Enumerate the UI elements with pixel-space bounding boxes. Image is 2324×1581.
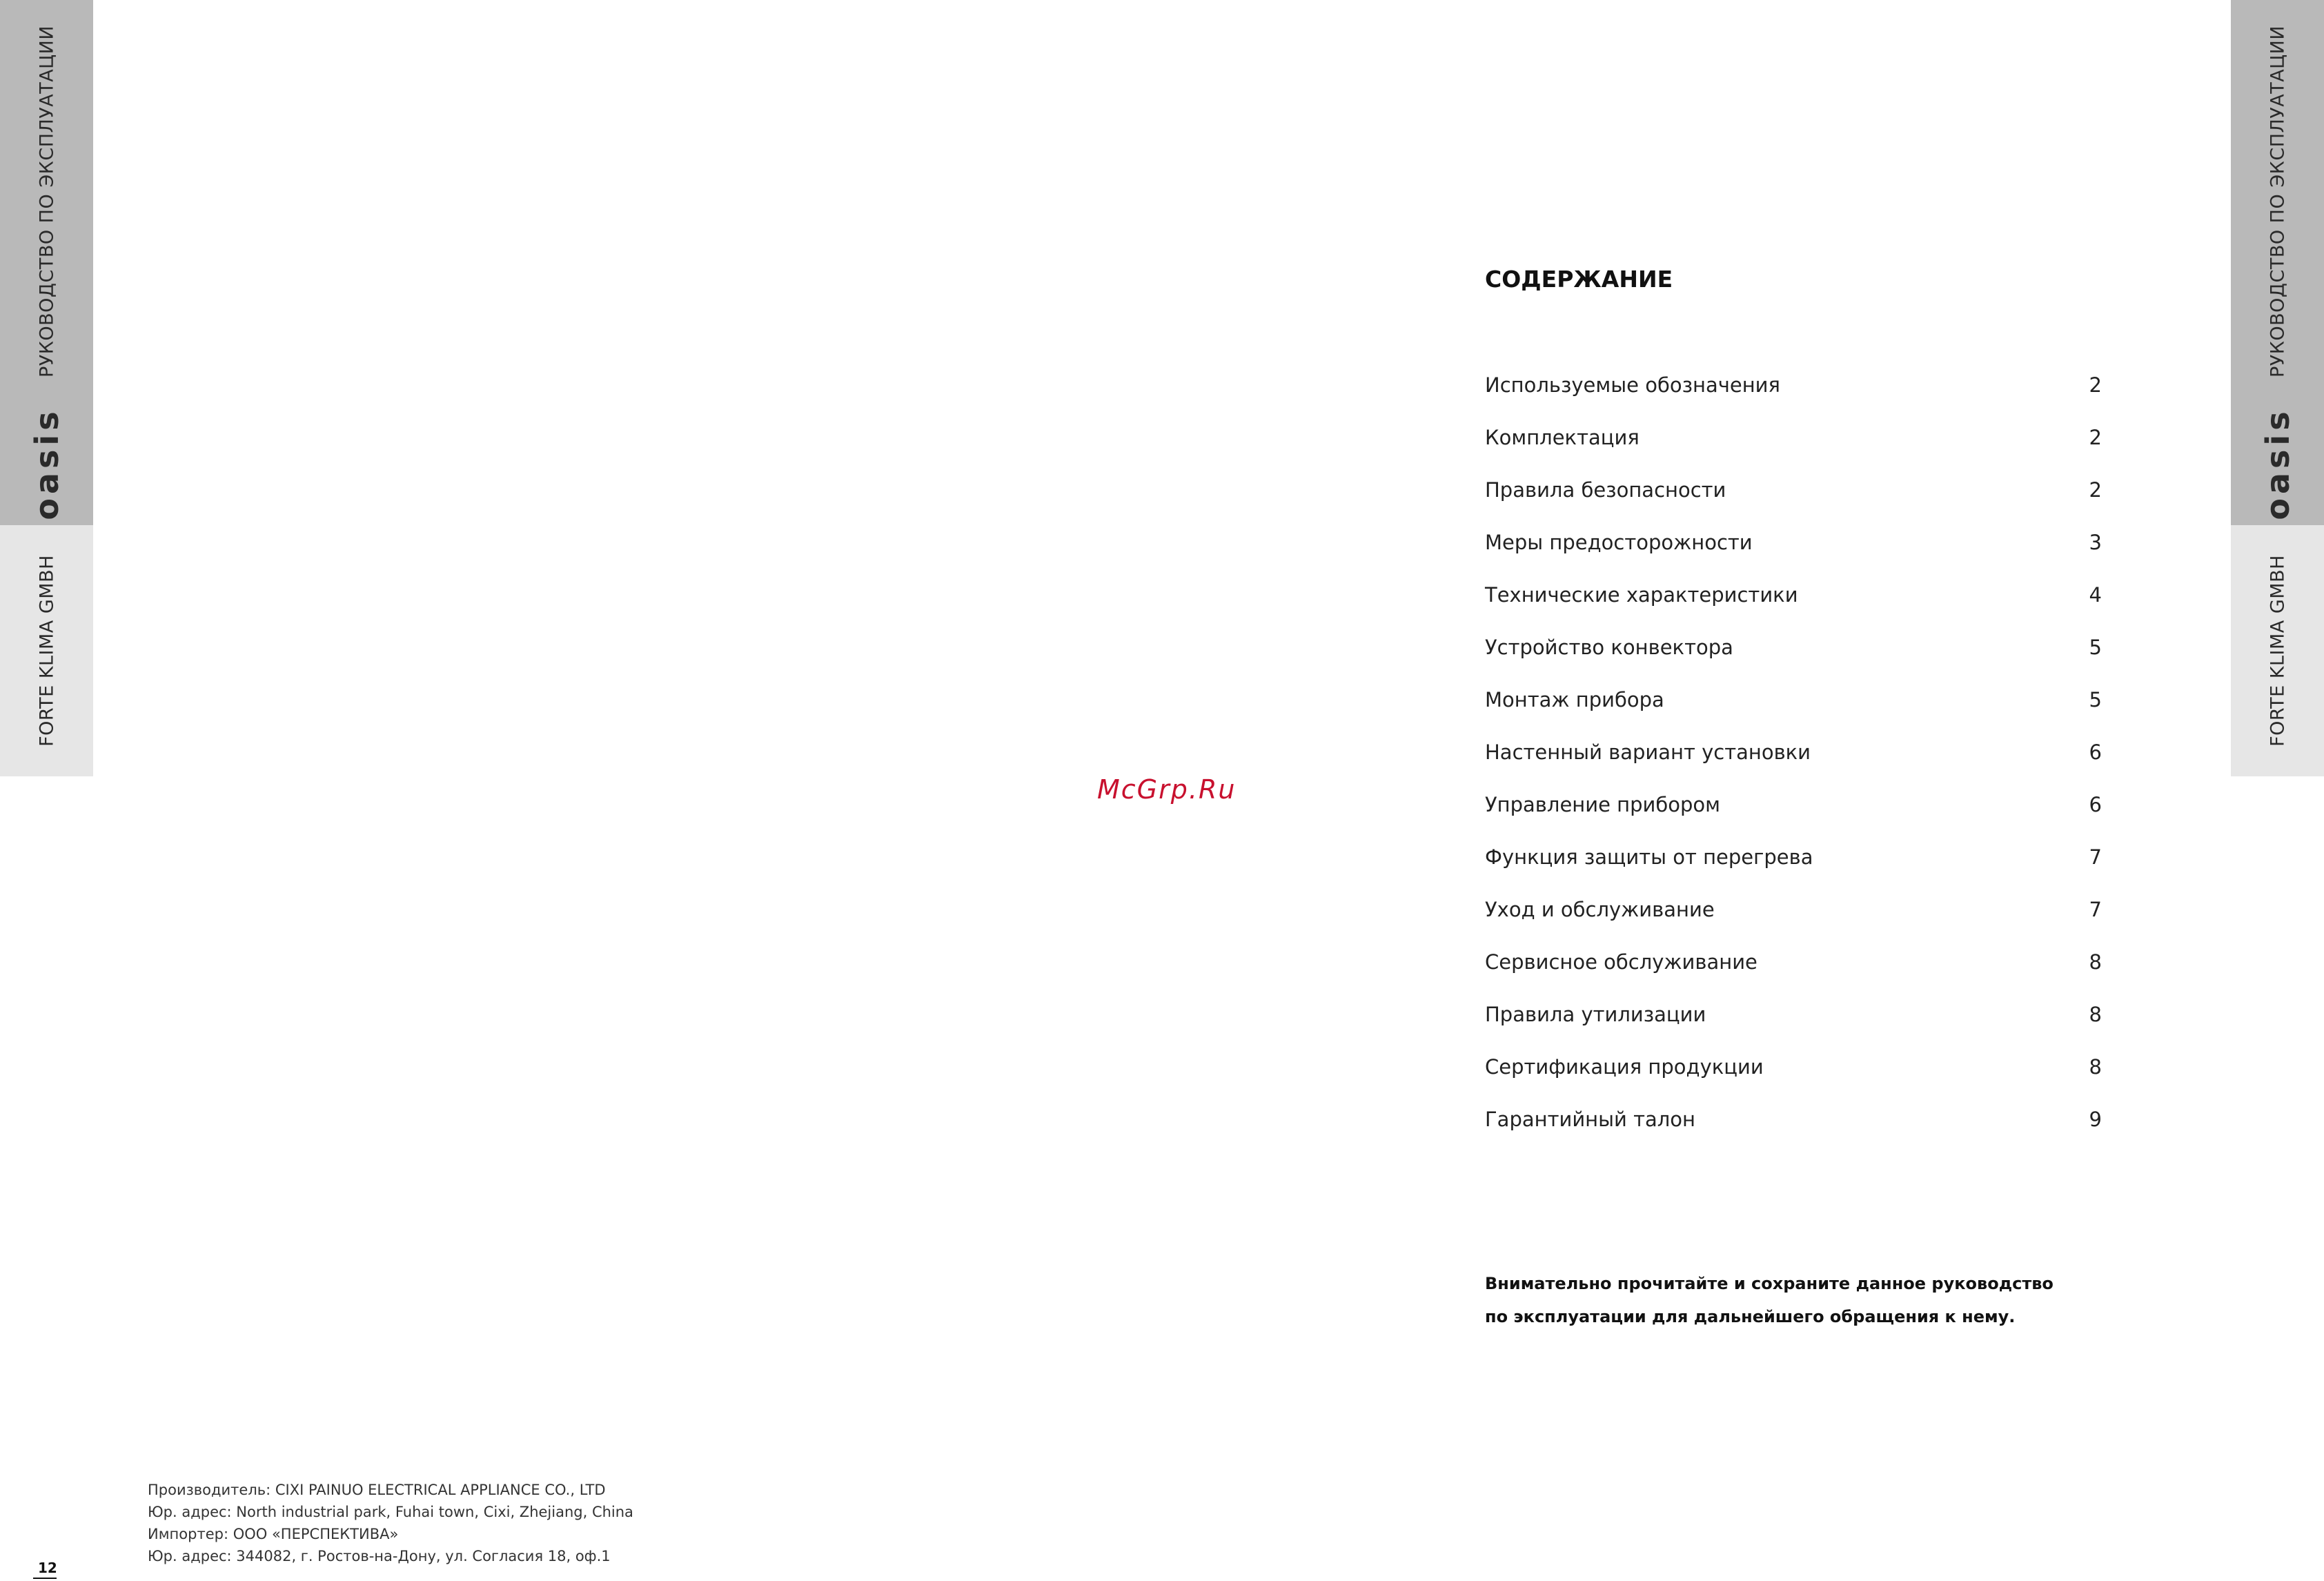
brand-logo: oasis bbox=[28, 407, 66, 520]
toc-item[interactable] bbox=[1485, 1041, 2102, 1093]
right-sidebar-brand-tab bbox=[2231, 402, 2324, 525]
reading-note-line: Внимательно прочитайте и сохраните данное руководство bbox=[1485, 1274, 2054, 1293]
toc-item-label: Гарантийный талон bbox=[1485, 1108, 1696, 1131]
toc-item[interactable] bbox=[1485, 464, 2102, 516]
toc-item-page: 6 bbox=[2089, 793, 2102, 816]
toc-item[interactable] bbox=[1485, 778, 2102, 831]
toc-item[interactable] bbox=[1485, 883, 2102, 936]
toc-item-label: Правила безопасности bbox=[1485, 478, 1726, 502]
toc-item[interactable] bbox=[1485, 831, 2102, 883]
right-sidebar-manual-tab bbox=[2231, 0, 2324, 402]
manufacturer-info bbox=[148, 1479, 633, 1567]
toc-item-page: 4 bbox=[2089, 583, 2102, 607]
toc-list bbox=[1485, 359, 2102, 1146]
left-sidebar-brand-tab bbox=[0, 402, 93, 525]
toc-item-label: Управление прибором bbox=[1485, 793, 1721, 816]
toc-item-page: 6 bbox=[2089, 740, 2102, 764]
toc-item[interactable] bbox=[1485, 569, 2102, 621]
toc-item[interactable] bbox=[1485, 411, 2102, 464]
toc-item-page: 7 bbox=[2089, 845, 2102, 869]
toc-item-label: Сервисное обслуживание bbox=[1485, 950, 1757, 974]
toc-item[interactable] bbox=[1485, 359, 2102, 411]
manufacturer-line: Производитель: CIXI PAINUO ELECTRICAL APPLIANCE CO., LTD bbox=[148, 1482, 606, 1498]
manual-title-vertical: РУКОВОДСТВО ПО ЭКСПЛУАТАЦИИ bbox=[36, 25, 57, 377]
toc-item-page: 9 bbox=[2089, 1108, 2102, 1131]
toc-item-label: Функция защиты от перегрева bbox=[1485, 845, 1813, 869]
toc-item-page: 3 bbox=[2089, 531, 2102, 554]
right-sidebar-company-tab bbox=[2231, 525, 2324, 776]
toc-item-page: 8 bbox=[2089, 1003, 2102, 1026]
toc-item[interactable] bbox=[1485, 988, 2102, 1041]
reading-note bbox=[1485, 1267, 2054, 1333]
toc-item[interactable] bbox=[1485, 726, 2102, 778]
toc-item-page: 8 bbox=[2089, 1055, 2102, 1079]
toc-item-page: 5 bbox=[2089, 688, 2102, 711]
toc-item[interactable] bbox=[1485, 621, 2102, 674]
reading-note-line: по эксплуатации для дальнейшего обращения к нему. bbox=[1485, 1307, 2016, 1326]
importer-address-line: Юр. адрес: 344082, г. Ростов-на-Дону, ул. Согласия 18, оф.1 bbox=[148, 1548, 611, 1564]
toc-item-page: 2 bbox=[2089, 478, 2102, 502]
toc-item-label: Сертификация продукции bbox=[1485, 1055, 1764, 1079]
left-sidebar-company-tab bbox=[0, 525, 93, 776]
watermark: McGrp.Ru bbox=[1097, 774, 1237, 805]
toc-item-page: 2 bbox=[2089, 373, 2102, 397]
page-number-rule bbox=[33, 1578, 57, 1579]
toc-item-label: Уход и обслуживание bbox=[1485, 898, 1715, 921]
toc-item[interactable] bbox=[1485, 936, 2102, 988]
page-number: 12 bbox=[38, 1560, 57, 1576]
toc-item-page: 2 bbox=[2089, 426, 2102, 449]
company-name-vertical: FORTE KLIMA GMBH bbox=[2267, 555, 2288, 747]
toc-item[interactable] bbox=[1485, 1093, 2102, 1146]
company-name-vertical: FORTE KLIMA GMBH bbox=[36, 555, 57, 747]
toc-title: СОДЕРЖАНИЕ bbox=[1485, 266, 1673, 293]
brand-logo: oasis bbox=[2258, 407, 2296, 520]
importer-line: Импортер: ООО «ПЕРСПЕКТИВА» bbox=[148, 1526, 399, 1542]
left-sidebar-manual-tab bbox=[0, 0, 93, 402]
manufacturer-address-line: Юр. адрес: North industrial park, Fuhai town, Cixi, Zhejiang, China bbox=[148, 1504, 633, 1520]
manual-title-vertical: РУКОВОДСТВО ПО ЭКСПЛУАТАЦИИ bbox=[2267, 25, 2288, 377]
toc-item-page: 8 bbox=[2089, 950, 2102, 974]
toc-item[interactable] bbox=[1485, 516, 2102, 569]
toc-item-label: Настенный вариант установки bbox=[1485, 740, 1811, 764]
toc-item-label: Меры предосторожности bbox=[1485, 531, 1753, 554]
toc-item-page: 5 bbox=[2089, 636, 2102, 659]
toc-item-label: Устройство конвектора bbox=[1485, 636, 1733, 659]
toc-item[interactable] bbox=[1485, 674, 2102, 726]
toc-item-page: 7 bbox=[2089, 898, 2102, 921]
toc-item-label: Комплектация bbox=[1485, 426, 1639, 449]
toc-item-label: Правила утилизации bbox=[1485, 1003, 1706, 1026]
toc-item-label: Монтаж прибора bbox=[1485, 688, 1664, 711]
toc-item-label: Технические характеристики bbox=[1485, 583, 1798, 607]
toc-item-label: Используемые обозначения bbox=[1485, 373, 1780, 397]
